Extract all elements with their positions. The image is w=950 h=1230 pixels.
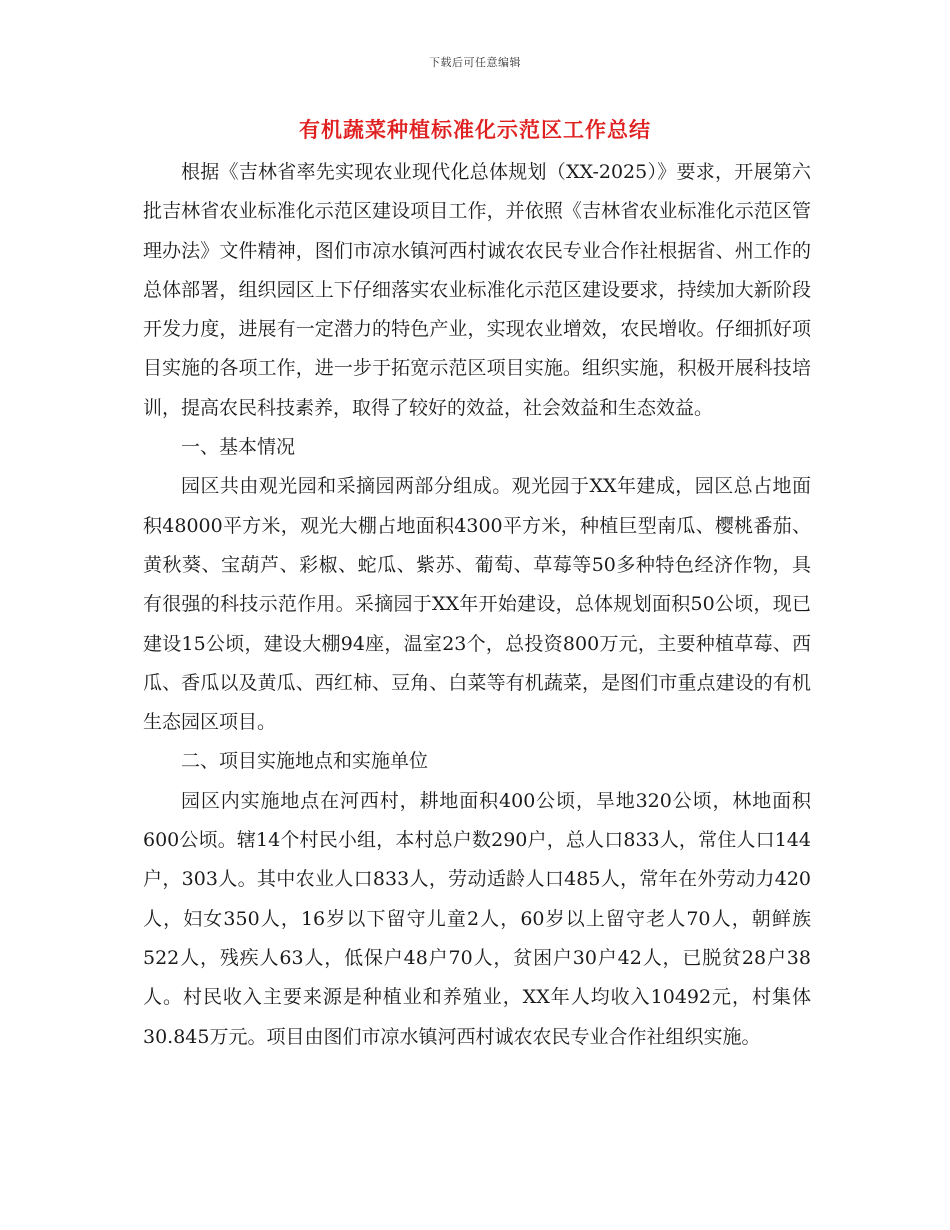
document-title: 有机蔬菜种植标准化示范区工作总结 xyxy=(299,117,651,142)
document-body xyxy=(143,153,811,1057)
header-note: 下载后可任意编辑 xyxy=(429,56,521,69)
section-heading-basic-info: 一、基本情况 xyxy=(181,436,296,459)
intro-paragraph: 根据《吉林省率先实现农业现代化总体规划（XX-2025）》要求，开展第六批吉林省农业标准化示范区建设项目工作，并依照《吉林省农业标准化示范区管理办法》文件精神，图们市凉水镇河西村诚农农民专业合作社根据省、州工作的总体部署，组织园区上下仔细落实农业标准化示范区建设要求，持续加大新阶段开发力度，进展有一定潜力的特色产业，实现农业增效，农民增收。仔细抓好项目实施的各项工作，进一步于拓宽示范区项目实施。组织实施，积极开展科技培训，提高农民科技素养，取得了较好的效益，社会效益和生态效益。 xyxy=(143,161,811,419)
section-heading-location: 二、项目实施地点和实施单位 xyxy=(181,750,429,773)
section-paragraph-location: 园区内实施地点在河西村，耕地面积400公顷，旱地320公顷，林地面积600公顷。辖14个村民小组，本村总户数290户，总人口833人，常住人口144户，303人。其中农业人口833人，劳动适龄人口485人，常年在外劳动力420人，妇女350人，16岁以下留守儿童2人，60岁以上留守老人70人，朝鲜族522人，残疾人63人，低保户48户70人，贫困户30户42人，已脱贫28户38人。村民收入主要来源是种植业和养殖业，XX年人均收入10492元，村集体30.845万元。项目由图们市凉水镇河西村诚农农民专业合作社组织实施。 xyxy=(143,789,811,1048)
section-paragraph-basic-info: 园区共由观光园和采摘园两部分组成。观光园于XX年建成，园区总占地面积48000平方米，观光大棚占地面积4300平方米，种植巨型南瓜、樱桃番茄、黄秋葵、宝葫芦、彩椒、蛇瓜、紫苏、葡萄、草莓等50多种特色经济作物，具有很强的科技示范作用。采摘园于XX年开始建设，总体规划面积50公顷，现已建设15公顷，建设大棚94座，温室23个，总投资800万元，主要种植草莓、西瓜、香瓜以及黄瓜、西红柿、豆角、白菜等有机蔬菜，是图们市重点建设的有机生态园区项目。 xyxy=(143,475,811,734)
